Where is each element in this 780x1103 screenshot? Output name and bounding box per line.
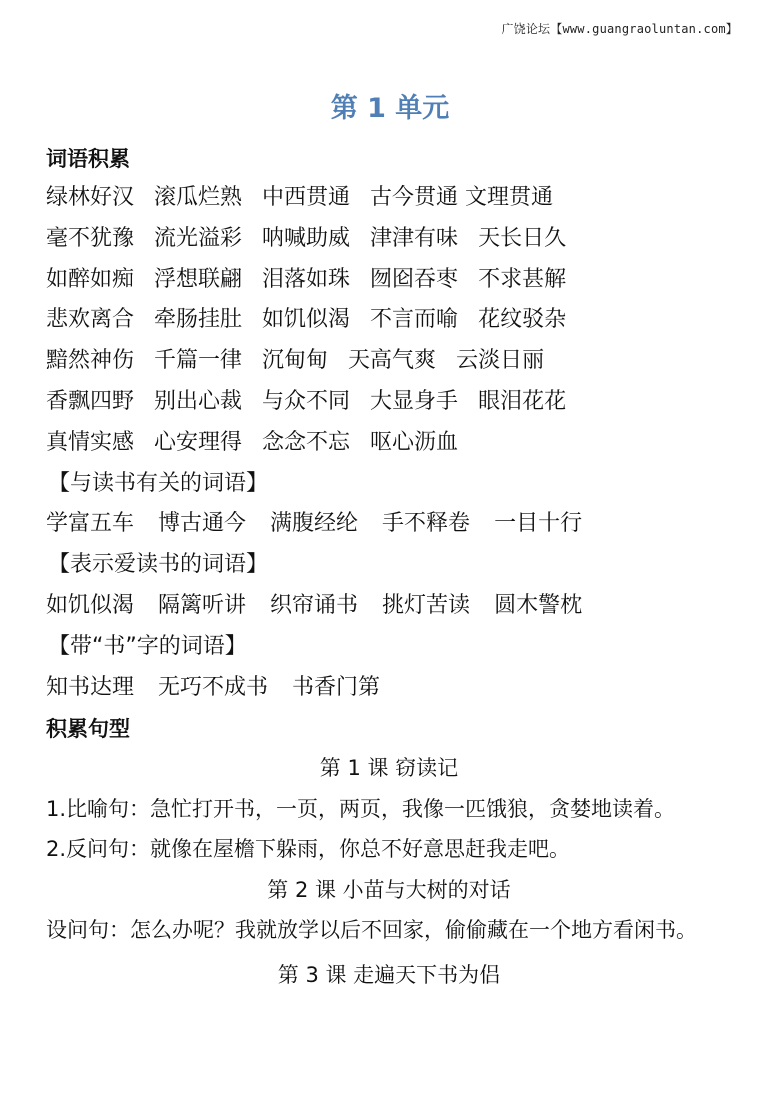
vocab-word: 花纹驳杂 (478, 307, 567, 333)
vocab-word: 绿林好汉 (46, 185, 135, 210)
vocab-word: 呕心沥血 (370, 429, 459, 455)
site-watermark: 广饶论坛【www.guangraoluntan.com】 (501, 22, 738, 36)
vocab-word: 书香门第 (292, 674, 381, 700)
lesson-1-sentence-2: 2.反问句：就像在屋檐下躲雨，你总不好意思赶我走吧。 (46, 837, 571, 862)
vocab-word: 真情实感 (46, 429, 135, 455)
vocab-word: 囫囵吞枣 (370, 266, 459, 292)
vocab-word: 呐喊助威 (262, 225, 351, 251)
vocab-row (46, 219, 746, 260)
vocab-row (46, 423, 746, 464)
vocab-word: 与众不同 (262, 388, 351, 414)
vocab-word: 博古通今 (158, 511, 247, 537)
document-body (46, 138, 746, 995)
vocab-word: 心安理得 (154, 429, 243, 455)
vocab-word: 毫不犹豫 (46, 225, 135, 251)
vocab-row (46, 260, 746, 301)
vocab-word: 学富五车 (46, 511, 135, 537)
vocab-word: 天高气爽 (348, 348, 437, 374)
vocab-heading: 词语积累 (46, 147, 130, 171)
vocab-word: 流光溢彩 (154, 225, 243, 251)
lesson-2-sentence-1: 设问句：怎么办呢？我就放学以后不回家，偷偷藏在一个地方看闲书。 (46, 918, 697, 943)
page-title: 第 1 单元 (330, 93, 450, 124)
vocab-word: 如饥似渴 (262, 307, 351, 333)
vocab-word: 古今贯通 文理贯通 (370, 185, 554, 210)
vocab-word: 牵肠挂肚 (154, 307, 243, 333)
vocab-word: 不言而喻 (370, 307, 459, 333)
lesson-2-title: 第 2 课 小苗与大树的对话 (267, 877, 511, 902)
vocab-word: 别出心裁 (154, 388, 243, 414)
vocab-group-label: 【与读书有关的词语】 (48, 470, 269, 496)
vocab-group-label: 【带“书”字的词语】 (48, 633, 247, 659)
vocab-word: 黯然神伤 (46, 348, 135, 374)
vocab-word: 满腹经纶 (270, 511, 359, 537)
lesson-3-title: 第 3 课 走遍天下书为侣 (277, 962, 501, 987)
vocab-group-label: 【表示爱读书的词语】 (48, 552, 269, 578)
vocab-group-row (46, 586, 746, 627)
vocab-groups (46, 464, 746, 709)
vocab-word: 津津有味 (370, 225, 459, 251)
vocab-word: 中西贯通 (262, 185, 351, 210)
vocab-word: 浮想联翩 (154, 266, 243, 292)
vocab-word: 香飘四野 (46, 388, 135, 414)
vocab-word: 滚瓜烂熟 (154, 185, 243, 210)
vocab-word: 手不释卷 (382, 511, 471, 537)
vocab-word: 云淡日丽 (456, 348, 545, 374)
vocab-word: 织帘诵书 (270, 592, 359, 618)
lesson-1-sentence-1: 1.比喻句：急忙打开书，一页，两页，我像一匹饿狼，贪婪地读着。 (46, 796, 676, 821)
vocab-word: 无巧不成书 (158, 674, 269, 700)
vocab-word: 大显身手 (370, 388, 459, 414)
vocab-word: 如醉如痴 (46, 266, 135, 292)
vocab-word: 眼泪花花 (478, 388, 567, 414)
vocab-group-row (46, 668, 746, 709)
vocab-word: 知书达理 (46, 674, 135, 700)
vocab-word: 一目十行 (494, 511, 583, 537)
vocab-word: 念念不忘 (262, 429, 351, 455)
vocab-row (46, 178, 746, 219)
vocab-list (46, 178, 746, 464)
vocab-word: 千篇一律 (154, 348, 243, 374)
vocab-word: 隔篱听讲 (158, 592, 247, 618)
vocab-word: 圆木警枕 (494, 592, 583, 618)
vocab-word: 悲欢离合 (46, 307, 135, 333)
vocab-row (46, 300, 746, 341)
vocab-word: 泪落如珠 (262, 266, 351, 292)
lesson-1-title: 第 1 课 窃读记 (319, 756, 459, 781)
vocab-word: 天长日久 (478, 225, 567, 251)
vocab-word: 沉甸甸 (262, 348, 329, 374)
vocab-word: 挑灯苦读 (382, 592, 471, 618)
vocab-group-row (46, 504, 746, 545)
vocab-word: 如饥似渴 (46, 592, 135, 618)
vocab-row (46, 341, 746, 382)
vocab-word: 不求甚解 (478, 266, 567, 292)
vocab-row (46, 382, 746, 423)
sentences-heading: 积累句型 (46, 717, 130, 742)
